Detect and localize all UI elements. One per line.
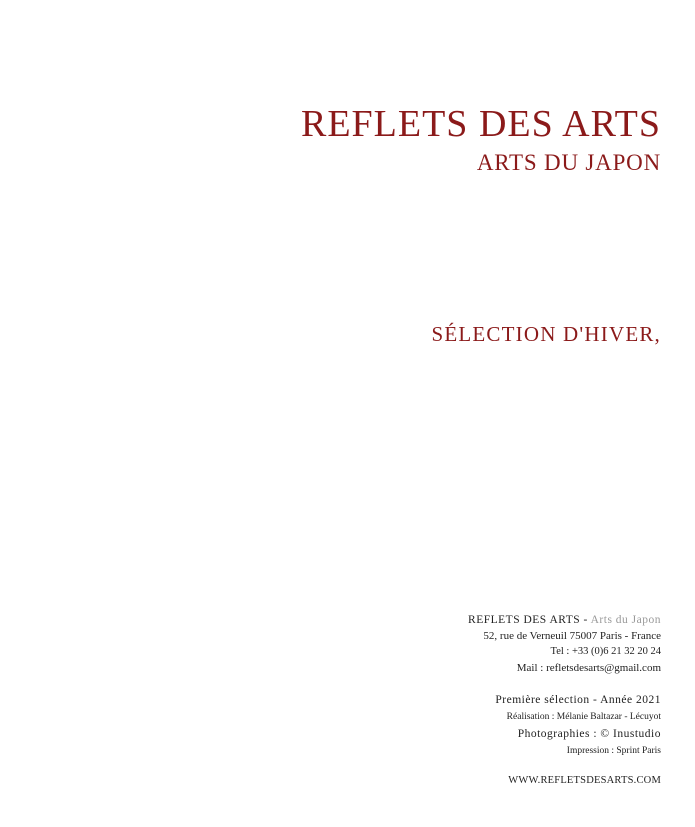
colophon (468, 612, 661, 789)
page-subtitle: ARTS DU JAPON (476, 150, 661, 175)
spacer (468, 759, 661, 773)
selection-heading: SÉLECTION D'HIVER, (431, 322, 661, 346)
realisation-line: Réalisation : Mélanie Baltazar - Lécuyot (506, 712, 661, 722)
address-line: 52, rue de Verneuil 75007 Paris - France (483, 630, 661, 642)
brand-name: REFLETS DES ARTS (468, 614, 581, 626)
tel-line: Tel : +33 (0)6 21 32 20 24 (550, 646, 661, 657)
photographies-line: Photographies : © Inustudio (517, 728, 661, 740)
brand-line (468, 612, 661, 628)
spacer (468, 676, 661, 691)
brand-separator: - (580, 614, 591, 626)
brand-accent: Arts du Japon (590, 614, 661, 626)
website-link[interactable]: WWW.REFLETSDESARTS.COM (508, 775, 661, 786)
page-header (301, 104, 661, 178)
page-title: REFLETS DES ARTS (300, 103, 661, 145)
mail-line: Mail : refletsdesarts@gmail.com (516, 662, 661, 674)
impression-line: Impression : Sprint Paris (566, 746, 661, 756)
first-selection-line: Première sélection - Année 2021 (495, 694, 661, 706)
